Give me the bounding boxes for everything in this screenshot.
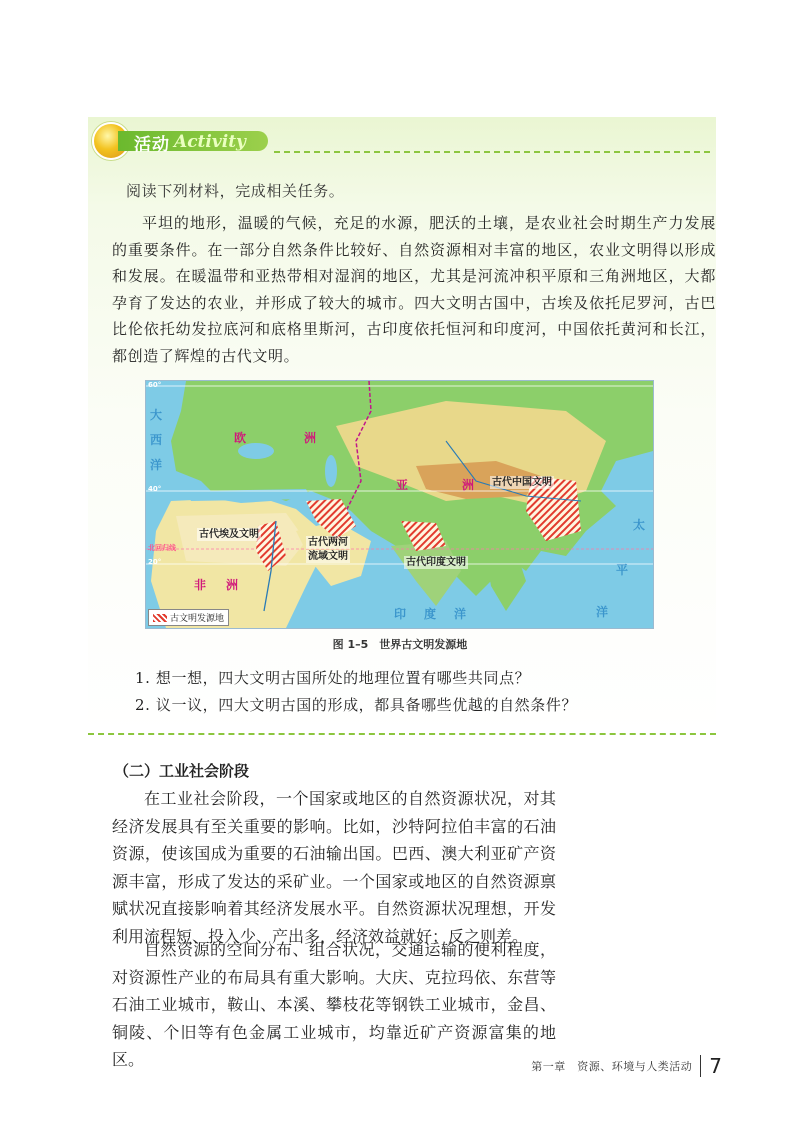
page-footer (531, 1054, 722, 1078)
activity-divider (274, 151, 710, 153)
hatch-swatch-icon (153, 614, 167, 622)
world-civilization-map (145, 380, 654, 629)
lat-40-label: 40° (148, 485, 162, 493)
activity-title-cn: 活动 (134, 135, 170, 155)
body-paragraph-2: 自然资源的空间分布、组合状况，交通运输的便利程度，对资源性产业的布局具有重大影响。大庆、克拉玛依、东营等石油工业城市，鞍山、本溪、攀枝花等钢铁工业城市，金昌、铜陵、个旧等有色金属工业城市，均靠近矿产资源富集的地区。 (112, 940, 556, 1069)
mesopotamia-label-1: 古代两河 (308, 537, 348, 548)
atlantic-label-2: 西 (150, 433, 163, 447)
activity-material: 平坦的地形，温暖的气候，充足的水源，肥沃的土壤，是农业社会时期生产力发展的重要条件。在一部分自然条件比较好、自然资源相对丰富的地区，农业文明得以形成和发展。在暖温带和亚热带相对湿润的地区，尤其是河流冲积平原和三角洲地区，大都孕育了发达的农业，并形成了较大的城市。四大文明古国中，古埃及依托尼罗河，古巴比伦依托幼发拉底河和底格里斯河，古印度依托恒河和印度河，中国依托黄河和长江，都创造了辉煌的古代文明。 (112, 214, 716, 365)
europe-label-1: 欧 (234, 431, 247, 445)
question-1: 1. 想一想，四大文明古国所处的地理位置有哪些共同点？ (135, 669, 531, 687)
africa-label-1: 非 (194, 578, 207, 592)
caspian-sea (325, 455, 337, 487)
africa-label-2: 洲 (226, 578, 239, 592)
lat-60-label: 60° (148, 381, 162, 389)
egypt-label: 古代埃及文明 (199, 529, 259, 540)
activity-header (88, 118, 716, 158)
activity-bottom-divider (88, 733, 716, 735)
mesopotamia-label-2: 流域文明 (308, 551, 348, 562)
india-label: 古代印度文明 (406, 557, 466, 568)
question-2: 2. 议一议，四大文明古国的形成，都具备哪些优越的自然条件？ (135, 696, 578, 714)
footer-divider (700, 1055, 701, 1077)
pacific-label-1: 太 (633, 518, 646, 532)
china-label: 古代中国文明 (492, 477, 552, 488)
activity-intro: 阅读下列材料，完成相关任务。 (126, 182, 345, 200)
page-number: 7 (709, 1054, 722, 1078)
map-graphic (146, 381, 653, 628)
map-legend (148, 609, 229, 626)
asia-label-2: 洲 (462, 478, 475, 492)
atlantic-label-1: 大 (150, 408, 163, 422)
indian-ocean-label-1: 印 (394, 607, 407, 621)
asia-label-1: 亚 (396, 478, 409, 492)
chapter-title: 第一章 资源、环境与人类活动 (531, 1060, 693, 1073)
pacific-label-3: 洋 (596, 605, 609, 619)
atlantic-label-3: 洋 (150, 458, 163, 472)
section-heading: （二）工业社会阶段 (114, 762, 250, 780)
legend-label: 古文明发源地 (170, 614, 225, 624)
pacific-label-2: 平 (616, 563, 629, 577)
figure-caption: 图 1–5 世界古文明发源地 (332, 638, 468, 651)
activity-title-en: Activity (174, 132, 246, 152)
tropic-label: 北回归线 (148, 544, 176, 552)
indian-ocean-label-3: 洋 (454, 607, 467, 621)
lat-20-label: 20° (148, 558, 162, 566)
europe-label-2: 洲 (304, 431, 317, 445)
indian-ocean-label-2: 度 (424, 607, 437, 621)
body-paragraph-1: 在工业社会阶段，一个国家或地区的自然资源状况，对其经济发展具有至关重要的影响。比如，沙特阿拉伯丰富的石油资源，使该国成为重要的石油输出国。巴西、澳大利亚矿产资源丰富，形成了发达的采矿业。一个国家或地区的自然资源禀赋状况直接影响着其经济发展水平。自然资源状况理想，开发利用流程短、投入少、产出多，经济效益就好；反之则差。 (112, 789, 556, 946)
